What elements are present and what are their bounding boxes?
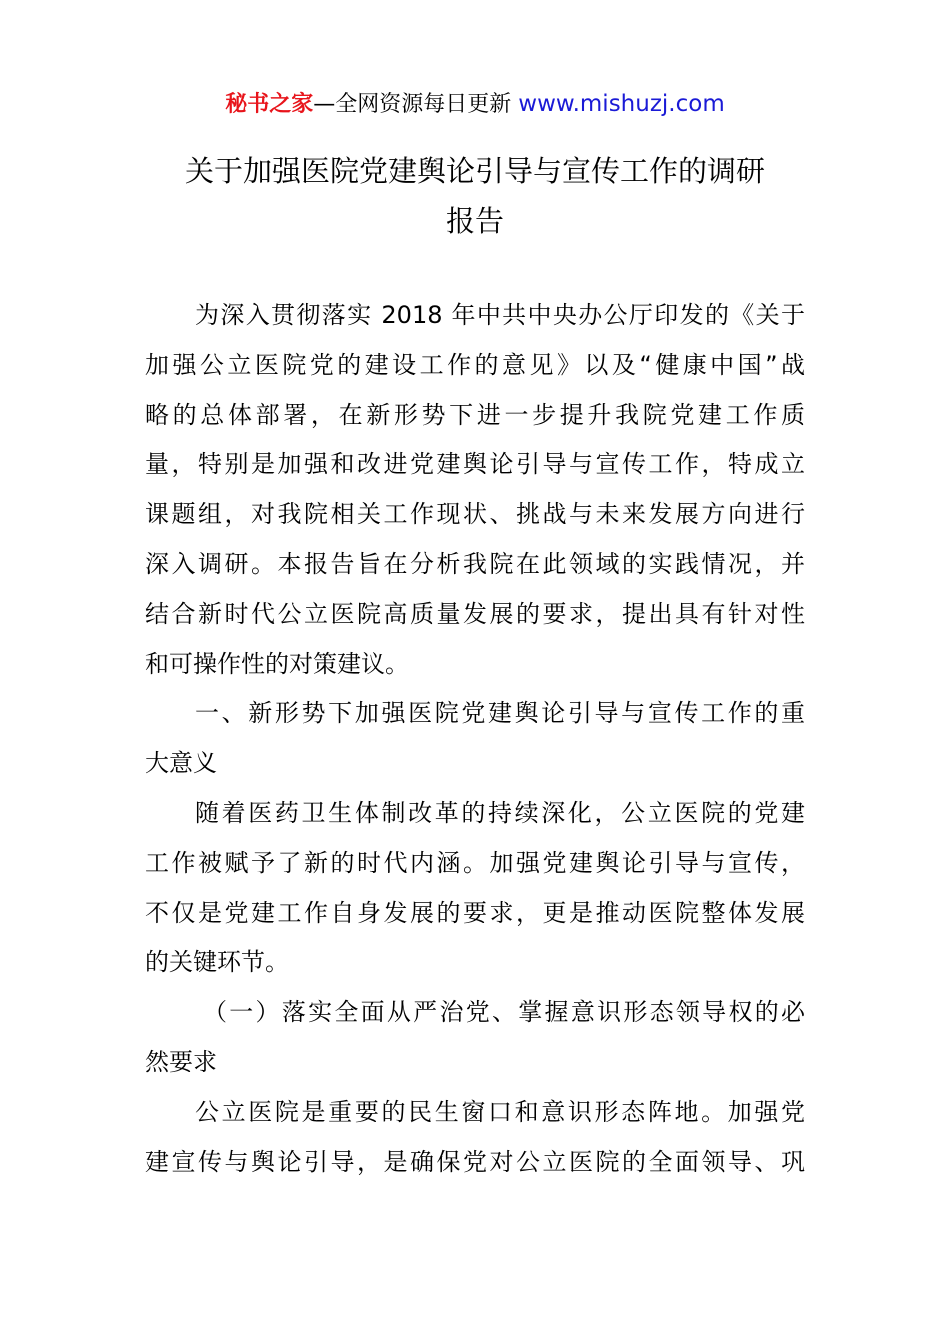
title-line: 关于加强医院党建舆论引导与宣传工作的调研	[184, 154, 765, 188]
section-paragraph	[145, 789, 805, 988]
text-line: 和可操作性的对策建议。	[145, 649, 409, 678]
document-body	[145, 291, 805, 1187]
text-line: 公立医院是重要的民生窗口和意识形态阵地。加强党	[195, 1097, 805, 1126]
header-slogan: —全网资源每日更新	[313, 92, 519, 117]
text-line: 加强公立医院党的建设工作的意见》以及“健康中国”战	[145, 350, 805, 379]
site-header	[0, 88, 950, 121]
text-line: 建宣传与舆论引导，是确保党对公立医院的全面领导、巩	[145, 1147, 805, 1176]
subsection-paragraph	[145, 1088, 805, 1188]
text-line: 结合新时代公立医院高质量发展的要求，提出具有针对性	[145, 599, 805, 628]
text-line: 不仅是党建工作自身发展的要求，更是推动医院整体发展	[145, 898, 805, 927]
text-line: 量，特别是加强和改进党建舆论引导与宣传工作，特成立	[145, 450, 805, 479]
title-line: 报告	[445, 204, 504, 238]
text-line: 大意义	[145, 749, 217, 778]
text-line: 略的总体部署，在新形势下进一步提升我院党建工作质	[145, 400, 805, 429]
text-line: 然要求	[145, 1047, 217, 1076]
intro-paragraph	[145, 291, 805, 689]
brand-name: 秘书之家	[225, 92, 314, 117]
text-line: 为深入贯彻落实 2018 年中共中央办公厅印发的《关于	[195, 301, 805, 329]
text-line: 工作被赋予了新的时代内涵。加强党建舆论引导与宣传，	[145, 848, 805, 877]
text-line: （一）落实全面从严治党、掌握意识形态领导权的必	[203, 998, 805, 1027]
text-line: 课题组，对我院相关工作现状、挑战与未来发展方向进行	[145, 500, 805, 529]
section-heading-1	[145, 689, 805, 789]
text-line: 一、新形势下加强医院党建舆论引导与宣传工作的重	[195, 699, 805, 728]
text-line: 的关键环节。	[145, 948, 289, 977]
subsection-heading-1	[145, 988, 805, 1088]
text-line: 深入调研。本报告旨在分析我院在此领域的实践情况，并	[145, 549, 805, 578]
site-url[interactable]: www.mishuzj.com	[518, 91, 725, 117]
text-line: 随着医药卫生体制改革的持续深化，公立医院的党建	[195, 798, 805, 827]
document-title	[140, 146, 810, 246]
